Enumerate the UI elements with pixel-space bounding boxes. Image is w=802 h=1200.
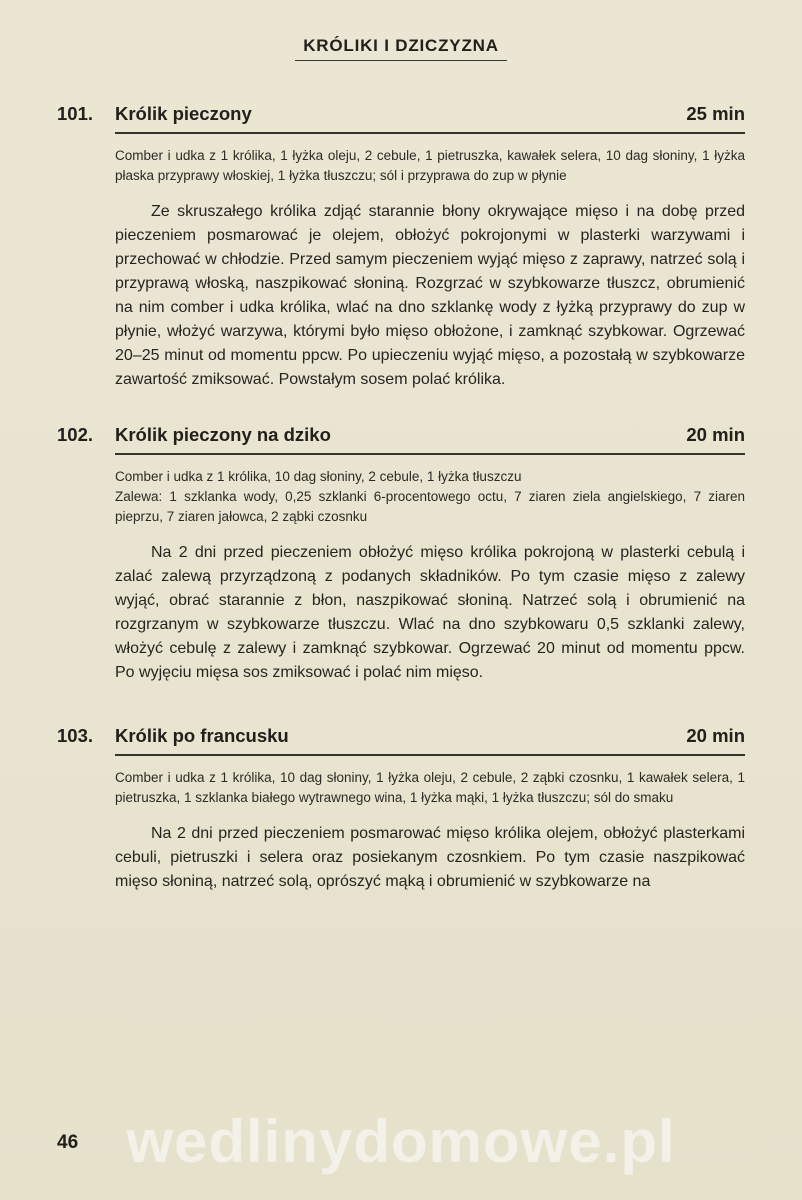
recipe-time: 25 min xyxy=(686,103,745,124)
recipe-title: Królik pieczony na dziko xyxy=(115,424,331,445)
recipe-section-101 xyxy=(57,103,745,392)
watermark: wedlinydomowe.pl xyxy=(126,1108,676,1175)
ingredients-marinade-text: Zalewa: 1 szklanka wody, 0,25 szklanki 6-procentowego octu, 7 ziaren ziela angielskiego, 7 ziaren pieprzu, 7 ziaren jałowca, 2 ząbki czosnku xyxy=(115,489,745,524)
recipe-title-row xyxy=(115,725,745,756)
recipe-content xyxy=(115,467,745,685)
ingredients-text: Comber i udka z 1 królika, 10 dag słoniny, 2 cebule, 1 łyżka tłuszczu xyxy=(115,469,522,484)
page-number: 46 xyxy=(57,1132,79,1153)
recipe-time: 20 min xyxy=(686,424,745,445)
recipe-heading xyxy=(57,725,745,756)
recipe-title-row xyxy=(115,424,745,455)
chapter-title: KRÓLIKI I DZICZYZNA xyxy=(295,36,507,61)
recipe-instructions: Na 2 dni przed pieczeniem obłożyć mięso królika pokrojoną w plasterki cebulą i zalać zalewą przyrządzoną z podanych składników. Po tym czasie mięso z zalewy wyjąć, obrać starannie z błon, naszpikować słoniną. Natrzeć solą i obrumienić na rozgrzanym w szybkowarze tłuszczu. Wlać na dno szybkowaru 0,5 szklanki zalewy, włożyć cebulę z zalewy i zamknąć szybkowar. Ogrzewać 20 minut od momentu ppcw. Po wyjęciu mięsa sos zmiksować i polać nim mięso. xyxy=(115,544,745,681)
recipe-number: 102. xyxy=(57,424,94,445)
recipe-title-row xyxy=(115,103,745,134)
recipe-content xyxy=(115,146,745,392)
recipe-number: 103. xyxy=(57,725,94,746)
recipe-instructions: Na 2 dni przed pieczeniem posmarować mięso królika olejem, obłożyć plasterkami cebuli, pietruszki i selera oraz posiekanym czosnkiem. Po tym czasie naszpikować mięso słoniną, natrzeć solą, oprószyć mąką i obrumienić w szybkowarze na xyxy=(115,825,745,890)
recipe-title: Królik pieczony xyxy=(115,103,252,124)
ingredients-text: Comber i udka z 1 królika, 1 łyżka oleju, 2 cebule, 1 pietruszka, kawałek selera, 10 dag słoniny, 1 łyżka płaska przyprawy włoskiej, 1 łyżka tłuszczu; sól i przyprawa do zup w płynie xyxy=(115,148,745,183)
recipe-section-103 xyxy=(57,725,745,894)
ingredients-text: Comber i udka z 1 królika, 10 dag słoniny, 1 łyżka oleju, 2 cebule, 2 ząbki czosnku, 1 kawałek selera, 1 pietruszka, 1 szklanka białego wytrawnego wina, 1 łyżka mąki, 1 łyżka tłuszczu; sól do smaku xyxy=(115,770,745,805)
recipe-time: 20 min xyxy=(686,725,745,746)
recipe-number: 101. xyxy=(57,103,94,124)
recipe-title: Królik po francusku xyxy=(115,725,289,746)
recipe-section-102 xyxy=(57,424,745,685)
recipe-instructions: Ze skruszałego królika zdjąć starannie błony okrywające mięso i na dobę przed pieczeniem posmarować je olejem, obłożyć pokrojonymi w plasterki warzywami i przechować w chłodzie. Przed samym pieczeniem wyjąć mięso z zaprawy, natrzeć solą i przyprawą włoską, naszpikować słoniną. Rozgrzać w szybkowarze tłuszcz, obrumienić na nim comber i udka królika, wlać na dno szklankę wody z łyżką przyprawy do zup w płynie, włożyć warzywa, którymi było mięso obłożone, i zamknąć szybkowar. Ogrzewać 20–25 minut od momentu ppcw. Po upieczeniu wyjąć mięso, a pozostałą w szybkowarze zawartość zmiksować. Powstałym sosem polać królika. xyxy=(115,203,745,388)
page-header-wrap xyxy=(57,36,745,61)
recipe-content xyxy=(115,768,745,894)
recipe-heading xyxy=(57,424,745,455)
recipe-heading xyxy=(57,103,745,134)
